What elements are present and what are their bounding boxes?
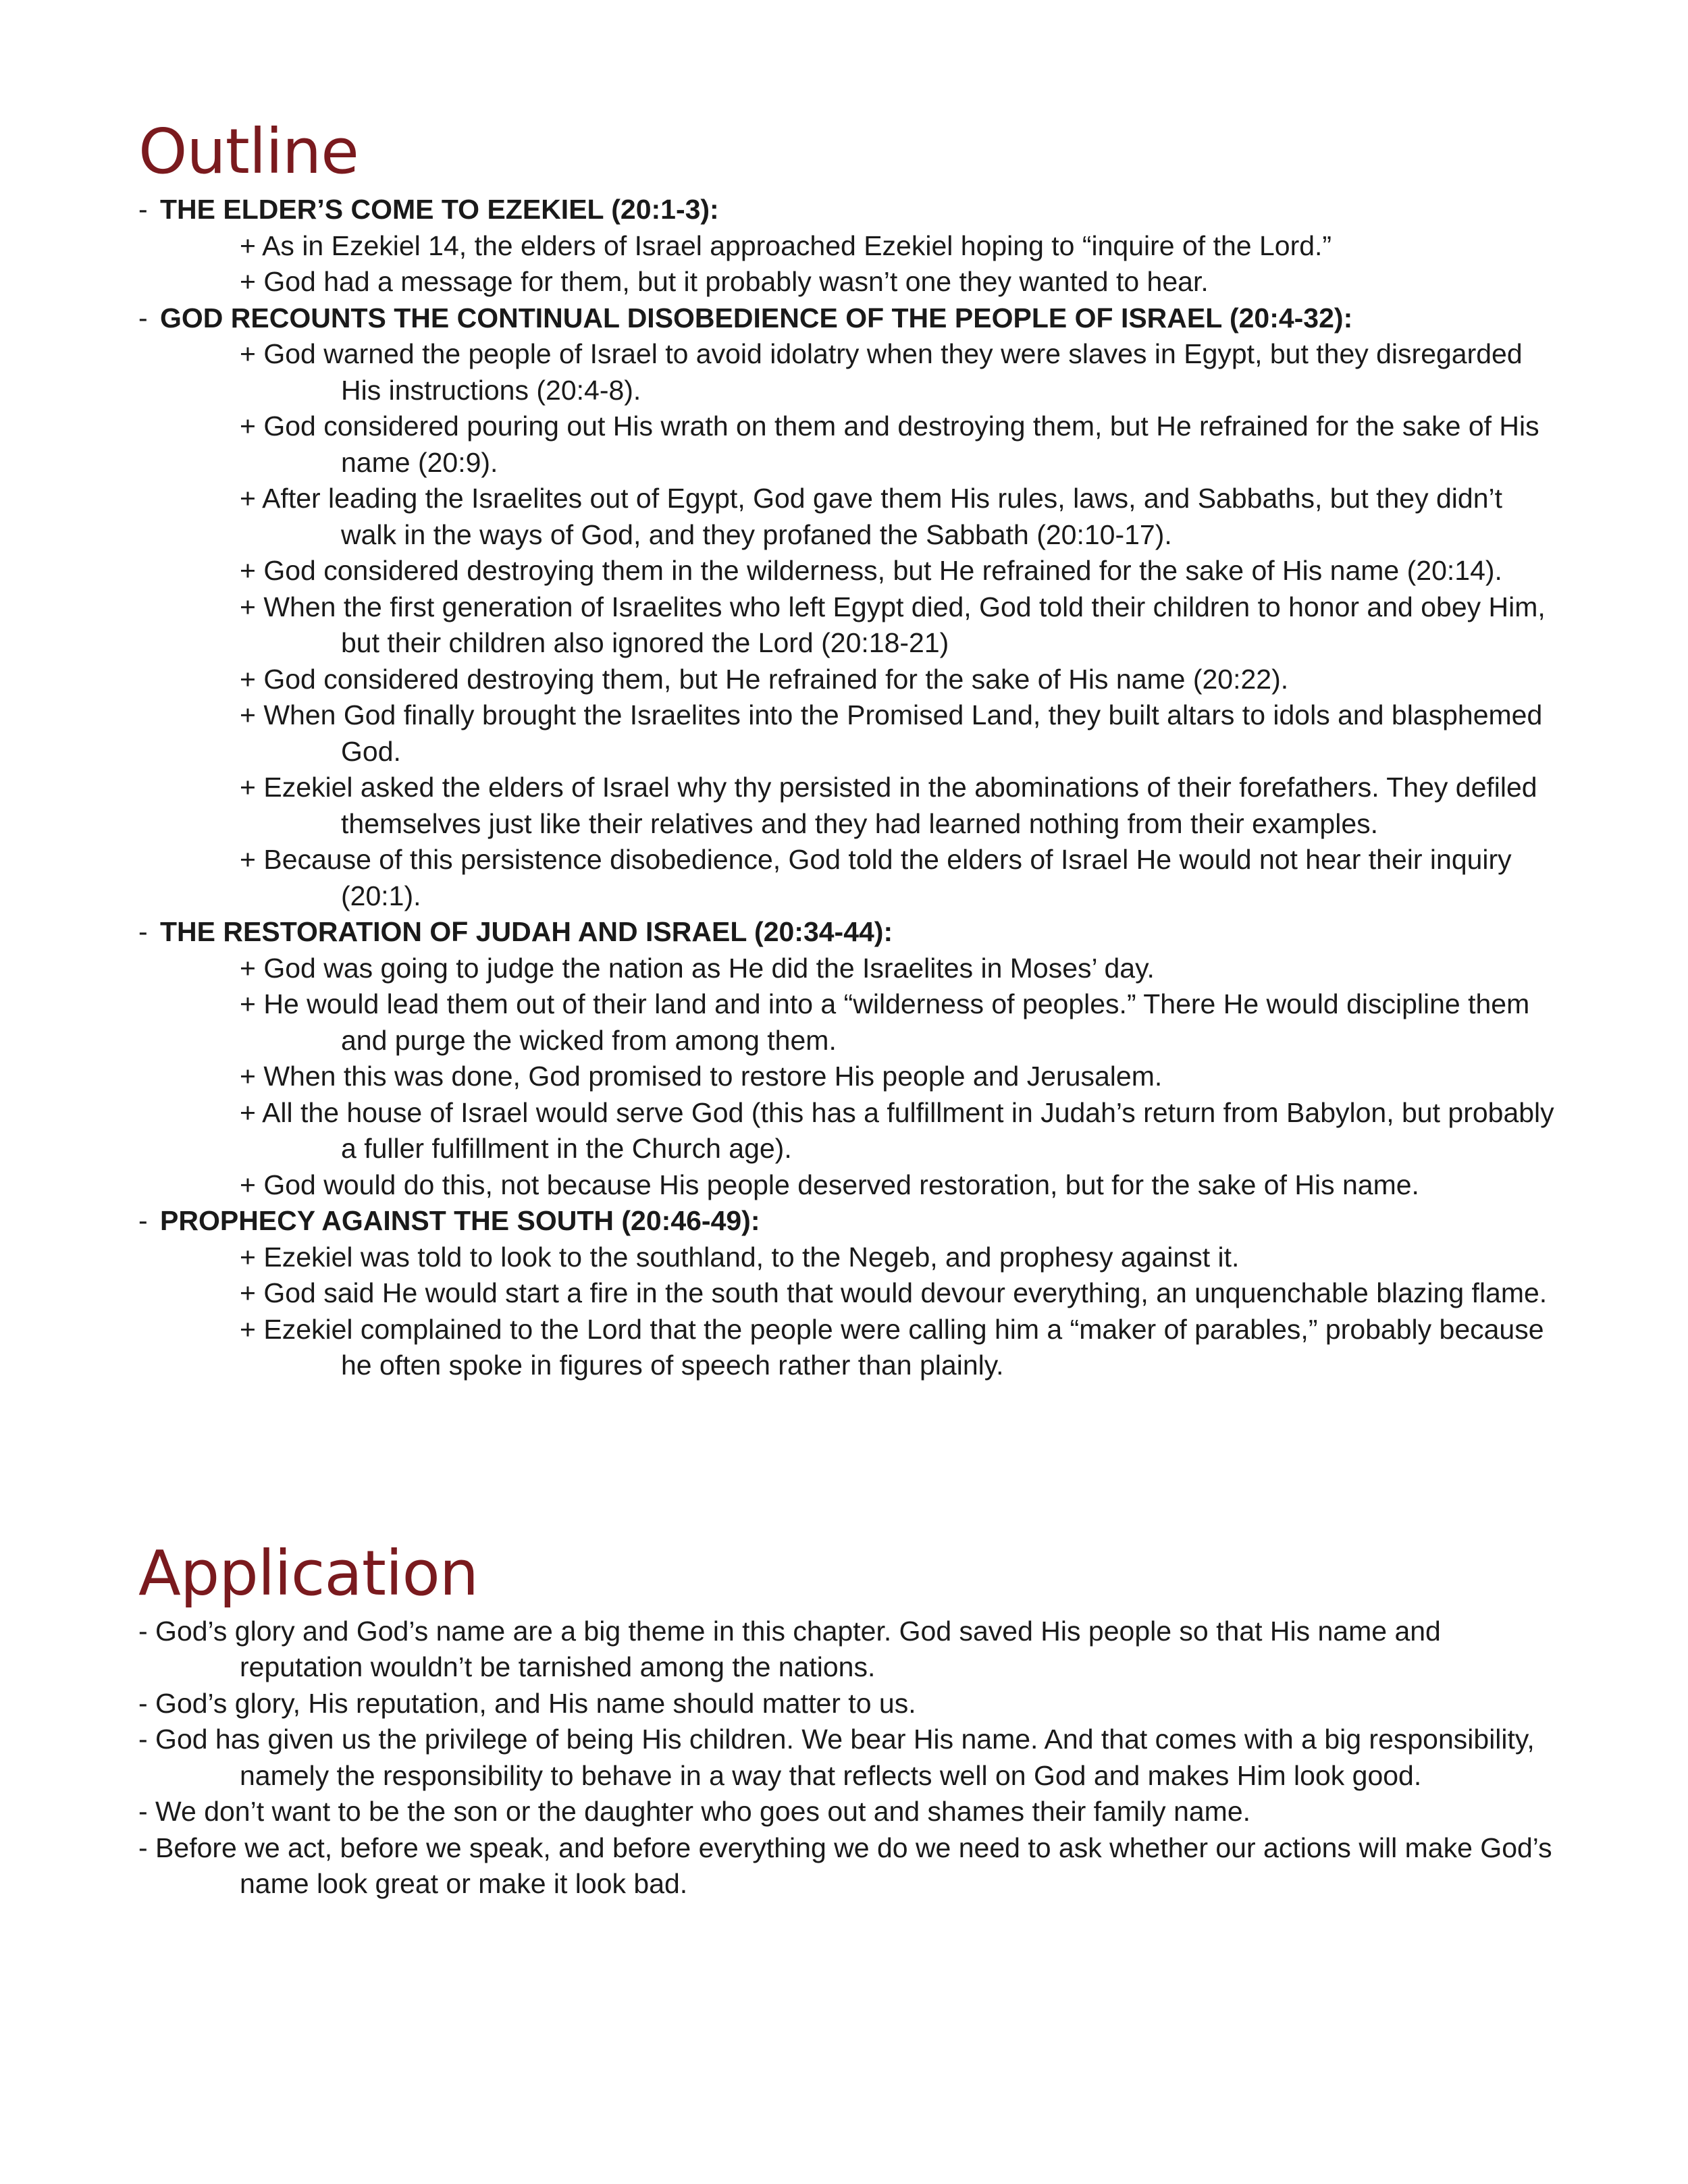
dash-marker: -: [138, 1687, 156, 1719]
application-item: [138, 1722, 1563, 1794]
outline-bullet-text: When this was done, God promised to restore His people and Jerusalem.: [263, 1061, 1163, 1092]
outline-bullet-text: After leading the Israelites out of Egypt, God gave them His rules, laws, and Sabbaths, but they didn’t walk in the ways of God, and they profaned the Sabbath (20:10-17).: [262, 483, 1503, 550]
application-item: [138, 1830, 1563, 1902]
outline-bullet-text: God considered pouring out His wrath on them and destroying them, but He refrained for the sake of His name (20:9).: [263, 410, 1539, 478]
plus-marker: +: [240, 1277, 264, 1308]
application-item: [138, 1686, 1563, 1722]
outline-bullet-text: When God finally brought the Israelites into the Promised Land, they built altars to idols and blasphemed God.: [263, 699, 1543, 767]
plus-marker: +: [240, 266, 264, 297]
outline-bullet: [240, 264, 1563, 300]
outline-bullet: [240, 228, 1563, 265]
application-item-text: God has given us the privilege of being His children. We bear His name. And that comes with a big responsibility, namely the responsibility to behave in a way that reflects well on God and makes Him look good.: [155, 1724, 1535, 1791]
application-item-text: We don’t want to be the son or the daughter who goes out and shames their family name.: [155, 1796, 1251, 1827]
plus-marker: +: [240, 1096, 263, 1128]
plus-marker: +: [240, 952, 264, 984]
plus-marker: +: [240, 230, 263, 261]
outline-bullet-text: God said He would start a fire in the south that would devour everything, an unquenchable blazing flame.: [263, 1277, 1548, 1308]
outline-bullet: [240, 1059, 1563, 1095]
outline-body: [138, 192, 1563, 1384]
document-page: [138, 115, 1563, 1902]
dash-marker: -: [138, 1724, 156, 1755]
plus-marker: +: [240, 555, 264, 586]
dash-marker: -: [138, 1832, 156, 1863]
dash-marker: -: [138, 1205, 148, 1236]
outline-bullet: [240, 1167, 1563, 1204]
dash-marker: -: [138, 1796, 156, 1827]
plus-marker: +: [240, 772, 264, 803]
application-item-text: God’s glory and God’s name are a big theme in this chapter. God saved His people so that His name and reputation wouldn’t be tarnished among the nations.: [155, 1615, 1441, 1682]
outline-bullet-text: Ezekiel was told to look to the southland, to the Negeb, and prophesy against it.: [263, 1241, 1240, 1273]
outline-bullet-text: He would lead them out of their land and into a “wilderness of peoples.” There He would discipline them and purge the wicked from among them.: [263, 988, 1530, 1056]
outline-bullet: [240, 986, 1563, 1059]
outline-bullet-text: God had a message for them, but it probably wasn’t one they wanted to hear.: [263, 266, 1209, 297]
outline-bullet: [240, 951, 1563, 987]
outline-bullet: [240, 1240, 1563, 1276]
application-item: [138, 1614, 1563, 1686]
outline-bullet: [240, 1312, 1563, 1384]
application-item-text: Before we act, before we speak, and before everything we do we need to ask whether our actions will make God’s name look great or make it look bad.: [155, 1832, 1552, 1899]
outline-topic: [138, 192, 1563, 228]
application-item-text: God’s glory, His reputation, and His name should matter to us.: [155, 1687, 916, 1719]
plus-marker: +: [240, 338, 264, 369]
dash-marker: -: [138, 916, 148, 947]
plus-marker: +: [240, 1313, 264, 1345]
outline-bullet: [240, 408, 1563, 481]
outline-topic: [138, 914, 1563, 951]
plus-marker: +: [240, 988, 264, 1019]
outline-bullet-text: God would do this, not because His people deserved restoration, but for the sake of His name.: [263, 1169, 1419, 1200]
outline-topic: [138, 1203, 1563, 1240]
outline-bullet: [240, 1095, 1563, 1167]
outline-bullet-text: Because of this persistence disobedience, God told the elders of Israel He would not hear their inquiry (20:1).: [263, 844, 1512, 911]
outline-bullet-text: God considered destroying them, but He refrained for the sake of His name (20:22).: [263, 663, 1289, 695]
plus-marker: +: [240, 483, 263, 514]
outline-bullet-text: Ezekiel complained to the Lord that the people were calling him a “maker of parables,” probably because he often spoke in figures of speech rather than plainly.: [263, 1313, 1544, 1381]
outline-bullet: [240, 553, 1563, 589]
outline-bullet: [240, 589, 1563, 662]
outline-bullet: [240, 842, 1563, 914]
outline-topic-heading: PROPHECY AGAINST THE SOUTH (20:46-49):: [160, 1205, 760, 1236]
application-body: [138, 1614, 1563, 1902]
application-heading: Application: [138, 1537, 479, 1609]
outline-topic: [138, 300, 1563, 337]
outline-bullet: [240, 1275, 1563, 1312]
outline-bullet-text: All the house of Israel would serve God (this has a fulfillment in Judah’s return from Babylon, but probably a fuller fulfillment in the Church age).: [262, 1096, 1554, 1164]
outline-bullet-text: As in Ezekiel 14, the elders of Israel approached Ezekiel hoping to “inquire of the Lord.”: [262, 230, 1332, 261]
plus-marker: +: [240, 844, 264, 875]
outline-heading: Outline: [138, 115, 359, 188]
outline-bullet: [240, 336, 1563, 408]
plus-marker: +: [240, 663, 264, 695]
outline-topic-heading: GOD RECOUNTS THE CONTINUAL DISOBEDIENCE OF THE PEOPLE OF ISRAEL (20:4-32):: [160, 302, 1353, 334]
dash-marker: -: [138, 302, 148, 334]
outline-bullet: [240, 697, 1563, 770]
plus-marker: +: [240, 1169, 264, 1200]
outline-topic-heading: THE RESTORATION OF JUDAH AND ISRAEL (20:34-44):: [160, 916, 893, 947]
outline-bullet-text: God warned the people of Israel to avoid idolatry when they were slaves in Egypt, but they disregarded His instructions (20:4-8).: [263, 338, 1523, 406]
dash-marker: -: [138, 1615, 156, 1647]
plus-marker: +: [240, 1061, 264, 1092]
outline-bullet: [240, 481, 1563, 553]
outline-bullet-text: Ezekiel asked the elders of Israel why thy persisted in the abominations of their forefathers. They defiled themselves just like their relatives and they had learned nothing from their examples.: [263, 772, 1537, 839]
outline-bullet-text: God considered destroying them in the wilderness, but He refrained for the sake of His name (20:14).: [263, 555, 1502, 586]
plus-marker: +: [240, 699, 264, 730]
outline-bullet: [240, 662, 1563, 698]
plus-marker: +: [240, 1241, 264, 1273]
outline-bullet-text: When the first generation of Israelites who left Egypt died, God told their children to honor and obey Him, but their children also ignored the Lord (20:18-21): [263, 591, 1546, 658]
dash-marker: -: [138, 194, 148, 225]
outline-topic-heading: THE ELDER’S COME TO EZEKIEL (20:1-3):: [160, 194, 719, 225]
outline-bullet: [240, 770, 1563, 842]
plus-marker: +: [240, 410, 264, 442]
plus-marker: +: [240, 591, 264, 622]
outline-bullet-text: God was going to judge the nation as He did the Israelites in Moses’ day.: [263, 952, 1155, 984]
application-item: [138, 1794, 1563, 1830]
